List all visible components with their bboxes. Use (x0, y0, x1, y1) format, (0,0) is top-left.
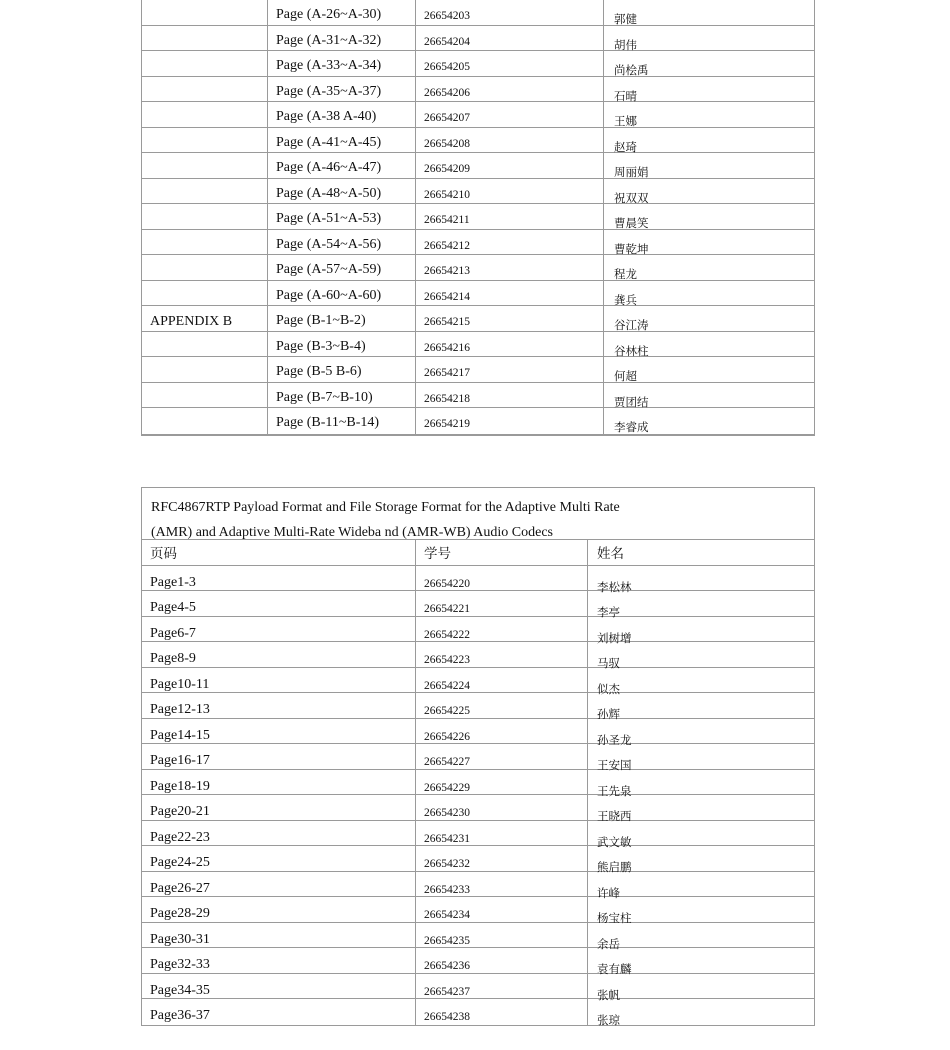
student-id-cell (415, 744, 587, 769)
page-range: Page (A-54~A-56) (276, 236, 382, 252)
page-cell (267, 204, 415, 229)
rfc4867-assignment-table (141, 487, 815, 1026)
student-name-cell (587, 974, 814, 1002)
student-name: 谷林柱 (614, 343, 649, 358)
student-id: 26654220 (424, 577, 470, 590)
table-title (142, 488, 814, 540)
student-name-cell (603, 357, 814, 382)
student-id: 26654222 (424, 628, 470, 641)
page-range: Page6-7 (150, 625, 196, 641)
student-name: 马驭 (597, 656, 620, 670)
student-id: 26654209 (424, 163, 470, 175)
student-id-cell (415, 566, 587, 591)
section-label: APPENDIX B (150, 314, 233, 329)
section-cell (142, 51, 267, 76)
page-range: Page14-15 (150, 727, 210, 743)
section-cell (142, 128, 267, 153)
student-name: 曹晨笑 (614, 216, 649, 230)
section-cell (142, 408, 267, 434)
student-id: 26654232 (424, 858, 470, 870)
student-id: 26654231 (424, 832, 470, 845)
page-cell (142, 846, 415, 871)
student-id-cell (415, 128, 603, 153)
student-name-cell (587, 821, 814, 849)
student-name-cell (603, 255, 814, 280)
student-name: 许峰 (597, 885, 620, 900)
student-name-cell (603, 77, 814, 102)
table-row (142, 948, 814, 974)
student-name-cell (587, 693, 814, 721)
student-name-cell (603, 26, 814, 51)
student-name-cell (587, 642, 814, 670)
student-id: 26654236 (424, 960, 470, 972)
page-range: Page20-21 (150, 804, 210, 819)
section-cell (142, 26, 267, 51)
page-cell (142, 923, 415, 948)
header-cell-page (142, 540, 415, 565)
table-row (142, 255, 814, 281)
student-id: 26654227 (424, 756, 470, 768)
section-cell (142, 0, 267, 25)
page-cell (267, 51, 415, 76)
student-name-cell (587, 591, 814, 619)
student-name: 孙辉 (597, 707, 620, 721)
page-range: Page1-3 (150, 574, 196, 590)
page-range: Page (B-7~B-10) (276, 389, 373, 405)
page-range: Page (A-31~A-32) (276, 32, 382, 48)
page-range: Page (A-41~A-45) (276, 134, 382, 150)
student-id: 26654238 (424, 1011, 470, 1023)
student-id-cell (415, 897, 587, 922)
student-id-cell (415, 591, 587, 616)
table-row (142, 897, 814, 923)
header-name-label: 姓名 (597, 546, 624, 562)
table-row (142, 923, 814, 949)
table-row (142, 719, 814, 745)
page-range: Page12-13 (150, 702, 210, 717)
student-id: 26654237 (424, 985, 470, 998)
student-name-cell (587, 897, 814, 925)
page-range: Page (A-38 A-40) (276, 109, 377, 124)
page-range: Page16-17 (150, 753, 210, 768)
student-id-cell (415, 51, 603, 76)
student-name: 赵琦 (614, 139, 637, 154)
page-cell (267, 26, 415, 51)
student-id: 26654213 (424, 265, 470, 277)
page-cell (267, 383, 415, 408)
page-cell (142, 668, 415, 693)
section-cell (142, 230, 267, 255)
student-name: 李松林 (597, 579, 632, 594)
student-id: 26654226 (424, 730, 470, 743)
page-range: Page32-33 (150, 957, 210, 972)
student-id: 26654224 (424, 679, 470, 692)
page-cell (142, 821, 415, 846)
student-name: 余岳 (597, 936, 620, 951)
student-id: 26654214 (424, 290, 470, 303)
student-id: 26654225 (424, 705, 470, 717)
table-row (142, 128, 814, 154)
student-name-cell (603, 179, 814, 204)
student-name-cell (603, 102, 814, 127)
student-name-cell (587, 744, 814, 772)
page-cell (142, 770, 415, 795)
student-id-cell (415, 770, 587, 795)
page-range: Page10-11 (150, 676, 210, 692)
student-name-cell (603, 306, 814, 331)
student-id-cell (415, 357, 603, 382)
student-id: 26654219 (424, 418, 470, 430)
table-row (142, 744, 814, 770)
table-body (142, 566, 814, 1026)
student-id: 26654206 (424, 86, 470, 99)
student-name-cell (587, 566, 814, 594)
table-title-line-1: RFC4867RTP Payload Format and File Storage Format for the Adaptive Multi Rate (151, 500, 620, 515)
table-row (142, 332, 814, 358)
page-range: Page (A-46~A-47) (276, 160, 382, 175)
table-title-line-2: (AMR) and Adaptive Multi-Rate Wideba nd (AMR-WB) Audio Codecs (151, 525, 554, 540)
page-cell (267, 281, 415, 306)
student-id: 26654223 (424, 654, 470, 666)
table-row (142, 999, 814, 1025)
student-name-cell (587, 846, 814, 874)
student-id: 26654204 (424, 35, 470, 48)
page-range: Page (A-48~A-50) (276, 185, 382, 201)
student-name: 何超 (614, 369, 637, 383)
table-row (142, 821, 814, 847)
student-name-cell (603, 332, 814, 357)
student-id-cell (415, 230, 603, 255)
student-id-cell (415, 668, 587, 693)
student-name-cell (603, 281, 814, 306)
student-id-cell (415, 204, 603, 229)
header-cell-id (415, 540, 587, 565)
appendix-assignment-table (141, 0, 815, 436)
student-name-cell (603, 230, 814, 255)
section-cell (142, 383, 267, 408)
student-name: 尚桧禹 (614, 63, 649, 77)
student-name-cell (603, 51, 814, 76)
page-range: Page (A-35~A-37) (276, 83, 382, 99)
page-range: Page4-5 (150, 600, 196, 615)
student-name: 龚兵 (614, 292, 637, 307)
student-name-cell (603, 0, 814, 25)
table-row (142, 357, 814, 383)
student-name-cell (587, 770, 814, 798)
student-name-cell (603, 383, 814, 408)
student-id: 26654217 (424, 367, 470, 379)
page-cell (267, 306, 415, 331)
student-id-cell (415, 693, 587, 718)
section-cell (142, 77, 267, 102)
student-id: 26654230 (424, 807, 470, 819)
student-name: 张帆 (597, 987, 620, 1002)
student-name-cell (587, 872, 814, 900)
header-cell-name (587, 540, 814, 565)
table-row (142, 408, 814, 435)
page-range: Page (A-51~A-53) (276, 211, 382, 226)
table-row (142, 693, 814, 719)
student-id: 26654235 (424, 934, 470, 947)
student-id-cell (415, 948, 587, 973)
student-id: 26654229 (424, 781, 470, 794)
student-id-cell (415, 617, 587, 642)
student-name-cell (587, 795, 814, 823)
student-id-cell (415, 383, 603, 408)
page-range: Page (B-5 B-6) (276, 364, 362, 379)
table-row (142, 204, 814, 230)
student-id: 26654210 (424, 188, 470, 201)
table-row (142, 383, 814, 409)
student-id-cell (415, 255, 603, 280)
student-name: 熊启鹏 (597, 860, 632, 874)
table-header-row (142, 540, 814, 566)
page-cell (142, 642, 415, 667)
page-cell (267, 408, 415, 434)
student-id-cell (415, 179, 603, 204)
section-cell (142, 332, 267, 357)
student-name: 贾团结 (614, 394, 649, 409)
page-cell (267, 153, 415, 178)
student-name: 王晓西 (597, 809, 632, 823)
page-cell (142, 872, 415, 897)
table-row (142, 872, 814, 898)
student-name-cell (587, 923, 814, 951)
page-cell (267, 255, 415, 280)
page-cell (142, 693, 415, 718)
page-range: Page30-31 (150, 931, 210, 947)
page-range: Page (B-3~B-4) (276, 338, 366, 354)
student-name: 周丽娟 (614, 165, 649, 179)
student-name-cell (603, 408, 814, 434)
page-cell (142, 897, 415, 922)
table-row (142, 77, 814, 103)
student-name: 张琼 (597, 1013, 620, 1027)
student-name-cell (587, 617, 814, 645)
page-range: Page (A-26~A-30) (276, 7, 382, 22)
student-name: 王安国 (597, 758, 632, 772)
student-id-cell (415, 872, 587, 897)
student-id-cell (415, 332, 603, 357)
page-cell (142, 591, 415, 616)
page-range: Page26-27 (150, 880, 210, 896)
page-cell (267, 77, 415, 102)
table-row (142, 153, 814, 179)
section-cell (142, 281, 267, 306)
table-row (142, 566, 814, 592)
table-row (142, 230, 814, 256)
student-name: 武文敏 (597, 834, 632, 849)
student-name: 孙圣龙 (597, 732, 632, 747)
page-range: Page18-19 (150, 778, 210, 794)
student-id: 26654218 (424, 392, 470, 405)
table-row (142, 846, 814, 872)
student-name-cell (603, 204, 814, 229)
student-name: 刘树增 (597, 630, 632, 645)
student-id-cell (415, 999, 587, 1025)
page-cell (142, 617, 415, 642)
student-name: 谷江涛 (614, 318, 649, 332)
table-row (142, 617, 814, 643)
student-id-cell (415, 974, 587, 999)
student-name-cell (587, 719, 814, 747)
section-cell (142, 153, 267, 178)
page-range: Page (A-60~A-60) (276, 287, 382, 303)
student-id-cell (415, 795, 587, 820)
page-cell (142, 999, 415, 1025)
table-row (142, 0, 814, 26)
page-cell (142, 795, 415, 820)
section-cell (142, 179, 267, 204)
student-id: 26654216 (424, 341, 470, 354)
page-range: Page36-37 (150, 1008, 210, 1023)
student-id: 26654208 (424, 137, 470, 150)
table-row (142, 26, 814, 52)
table-row (142, 179, 814, 205)
student-name: 杨宝柱 (597, 911, 632, 925)
student-name: 胡伟 (614, 37, 637, 52)
page-range: Page28-29 (150, 906, 210, 921)
section-cell (142, 102, 267, 127)
page-range: Page (B-11~B-14) (276, 415, 380, 430)
table-row (142, 668, 814, 694)
student-id-cell (415, 846, 587, 871)
student-id-cell (415, 719, 587, 744)
student-id-cell (415, 0, 603, 25)
student-id: 26654203 (424, 10, 470, 22)
section-cell (142, 204, 267, 229)
student-id: 26654212 (424, 239, 470, 252)
section-cell (142, 255, 267, 280)
table-row (142, 770, 814, 796)
student-name: 祝双双 (614, 190, 649, 205)
table-row (142, 51, 814, 77)
table-row (142, 306, 814, 332)
student-name: 袁有麟 (597, 962, 632, 976)
table-row (142, 795, 814, 821)
student-id-cell (415, 642, 587, 667)
table-row (142, 102, 814, 128)
student-name-cell (603, 153, 814, 178)
student-name-cell (587, 999, 814, 1025)
student-id-cell (415, 102, 603, 127)
page-cell (142, 948, 415, 973)
student-id-cell (415, 408, 603, 434)
student-id-cell (415, 77, 603, 102)
page-range: Page (A-57~A-59) (276, 262, 382, 277)
table-row (142, 591, 814, 617)
table-row (142, 642, 814, 668)
student-name: 王先泉 (597, 783, 632, 798)
page-cell (142, 566, 415, 591)
student-name: 李睿成 (614, 420, 649, 434)
page-range: Page22-23 (150, 829, 210, 845)
page-range: Page24-25 (150, 855, 210, 870)
student-name-cell (587, 668, 814, 696)
student-name-cell (603, 128, 814, 153)
student-id: 26654234 (424, 909, 470, 921)
student-name: 郭健 (614, 12, 637, 26)
page-range: Page (B-1~B-2) (276, 313, 366, 328)
student-name: 曹乾坤 (614, 241, 649, 256)
student-id-cell (415, 821, 587, 846)
student-name-cell (587, 948, 814, 976)
student-id: 26654211 (424, 214, 470, 226)
page-cell (142, 744, 415, 769)
page-cell (267, 332, 415, 357)
student-id-cell (415, 26, 603, 51)
student-name: 王娜 (614, 114, 637, 128)
student-name: 程龙 (614, 267, 637, 281)
student-id-cell (415, 923, 587, 948)
page-cell (267, 128, 415, 153)
table-row (142, 974, 814, 1000)
page-range: Page (A-33~A-34) (276, 58, 382, 73)
header-id-label: 学号 (424, 546, 451, 562)
page-cell (142, 974, 415, 999)
student-name: 似杰 (597, 681, 620, 696)
student-id-cell (415, 281, 603, 306)
header-page-label: 页码 (150, 546, 177, 562)
student-id: 26654207 (424, 112, 470, 124)
page-cell (267, 357, 415, 382)
student-id: 26654205 (424, 61, 470, 73)
student-id: 26654221 (424, 603, 470, 615)
student-id: 26654233 (424, 883, 470, 896)
page-cell (267, 102, 415, 127)
page-cell (267, 0, 415, 25)
page-cell (267, 179, 415, 204)
student-name: 李亭 (597, 605, 620, 619)
student-id-cell (415, 153, 603, 178)
table-row (142, 281, 814, 307)
student-id-cell (415, 306, 603, 331)
page-range: Page34-35 (150, 982, 210, 998)
page-cell (267, 230, 415, 255)
section-cell (142, 357, 267, 382)
page-range: Page8-9 (150, 651, 196, 666)
section-cell (142, 306, 267, 331)
page-cell (142, 719, 415, 744)
student-id: 26654215 (424, 316, 470, 328)
student-name: 石晴 (614, 88, 637, 103)
